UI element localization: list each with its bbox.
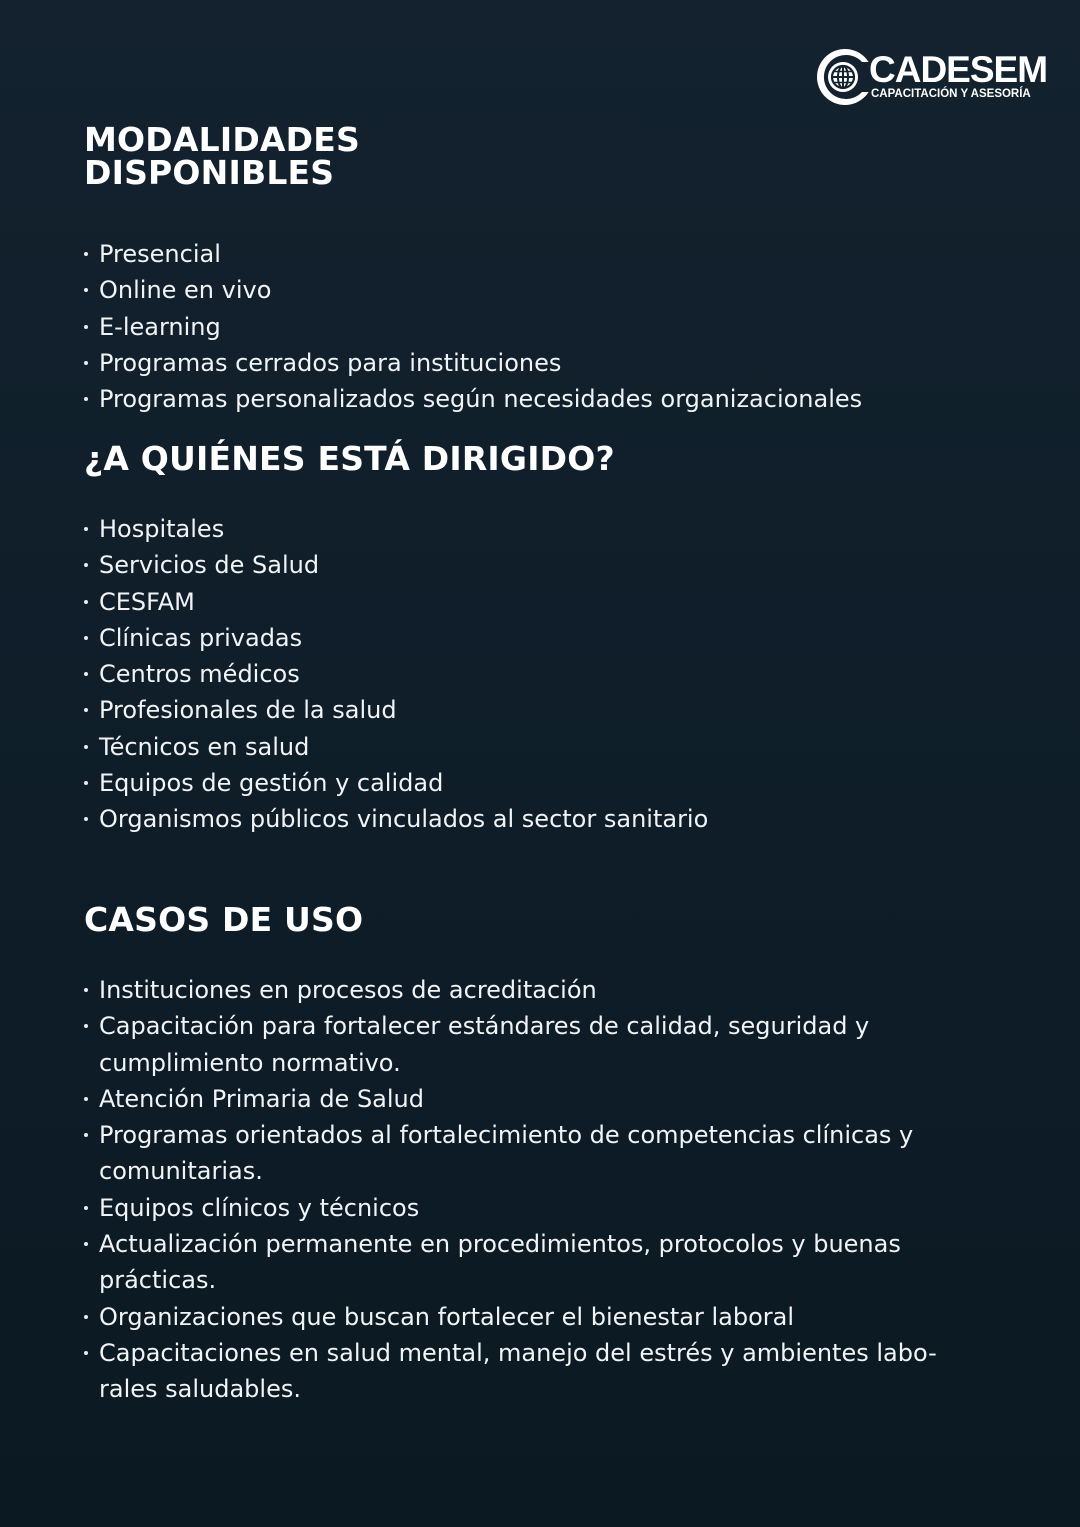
- list-item-text: Instituciones en procesos de acreditación: [99, 976, 597, 1004]
- bullet-icon: [84, 288, 88, 292]
- bullet-icon: [84, 1206, 88, 1210]
- list-item-text: Organismos públicos vinculados al sector sanitario: [99, 805, 709, 834]
- list-item-text: Profesionales de la salud: [99, 696, 397, 725]
- heading-line: ¿A QUIÉNES ESTÁ DIRIGIDO?: [84, 439, 615, 478]
- bullet-icon: [84, 563, 88, 567]
- bullet-icon: [84, 817, 88, 821]
- list-item: [82, 547, 708, 583]
- heading-line: CASOS DE USO: [84, 900, 364, 939]
- bullet-icon: [84, 1351, 88, 1355]
- list-item: [82, 801, 708, 837]
- list-item-text: CESFAM: [99, 587, 195, 616]
- bullet-icon: [84, 1097, 88, 1101]
- bullet-icon: [84, 1242, 88, 1246]
- list-item: [82, 1335, 937, 1408]
- list-item-text: Programas cerrados para instituciones: [99, 348, 562, 377]
- list-item-text: Técnicos en salud: [99, 732, 310, 761]
- list-item-text: Programas personalizados según necesidades organizacionales: [99, 385, 863, 414]
- list-item-text: Equipos clínicos y técnicos: [99, 1193, 420, 1222]
- list-item-text: Presencial: [99, 240, 221, 268]
- list-item-text: Actualización permanente en procedimientos, protocolos y buenas: [99, 1230, 901, 1259]
- list-item-text: Centros médicos: [99, 660, 300, 689]
- list-item: [82, 236, 862, 272]
- list-item-text: Capacitaciones en salud mental, manejo del estrés y ambientes labo-: [99, 1338, 937, 1367]
- list-item-text: Clínicas privadas: [99, 623, 303, 652]
- bullet-icon: [84, 708, 88, 712]
- list-item: [82, 309, 862, 345]
- list-item: [82, 511, 708, 547]
- list-item: [82, 620, 708, 656]
- list-item: [82, 272, 862, 308]
- list-item-text: E-learning: [99, 312, 221, 341]
- heading-line: DISPONIBLES: [84, 153, 335, 192]
- heading-line: MODALIDADES: [84, 120, 360, 159]
- bullet-icon: [84, 745, 88, 749]
- bullet-icon: [84, 527, 88, 531]
- bullet-icon: [84, 636, 88, 640]
- bullet-icon: [84, 397, 88, 401]
- list-item: [82, 1081, 937, 1117]
- list-item-text: Equipos de gestión y calidad: [99, 769, 444, 798]
- bullet-icon: [84, 325, 88, 329]
- bullet-icon: [84, 1024, 88, 1028]
- casos-list: [82, 972, 937, 1408]
- list-item-text: Servicios de Salud: [99, 551, 320, 580]
- list-item: [82, 345, 862, 381]
- list-item: [82, 584, 708, 620]
- list-item: [82, 1190, 937, 1226]
- globe-c-icon: [815, 47, 875, 107]
- list-item: [82, 692, 708, 728]
- bullet-icon: [84, 781, 88, 785]
- list-item: [82, 656, 708, 692]
- list-item: [82, 1008, 937, 1081]
- heading-dirigido: [84, 439, 615, 478]
- list-item: [82, 1117, 937, 1190]
- heading-casos-de-uso: [84, 900, 364, 939]
- bullet-icon: [84, 672, 88, 676]
- list-item: [82, 381, 862, 417]
- list-item-text: Online en vivo: [99, 276, 272, 305]
- dirigido-list: [82, 511, 708, 838]
- bullet-icon: [84, 361, 88, 365]
- list-item-text: Programas orientados al fortalecimiento de competencias clínicas y: [99, 1121, 914, 1150]
- list-item-text: Capacitación para fortalecer estándares de calidad, seguridad y: [99, 1012, 870, 1041]
- bullet-icon: [84, 1315, 88, 1319]
- bullet-icon: [84, 252, 88, 256]
- list-item: [82, 1226, 937, 1299]
- logo-tagline: CAPACITACIÓN Y ASESORÍA: [871, 88, 1031, 100]
- list-item-text: Organizaciones que buscan fortalecer el bienestar laboral: [99, 1302, 795, 1331]
- cadesem-logo: [815, 45, 1050, 109]
- list-item-text: cumplimiento normativo.: [99, 1048, 401, 1077]
- list-item-text: prácticas.: [99, 1266, 217, 1295]
- list-item-text: comunitarias.: [99, 1157, 263, 1186]
- list-item: [82, 765, 708, 801]
- modalidades-list: [82, 236, 862, 417]
- bullet-icon: [84, 600, 88, 604]
- list-item-text: rales saludables.: [99, 1375, 301, 1404]
- heading-modalidades: [84, 120, 360, 192]
- list-item: [82, 729, 708, 765]
- bullet-icon: [84, 1133, 88, 1137]
- bullet-icon: [84, 988, 88, 992]
- list-item-text: Hospitales: [99, 515, 225, 543]
- list-item: [82, 1299, 937, 1335]
- list-item-text: Atención Primaria de Salud: [99, 1084, 424, 1113]
- logo-wordmark: CADESEM: [869, 49, 1048, 90]
- list-item: [82, 972, 937, 1008]
